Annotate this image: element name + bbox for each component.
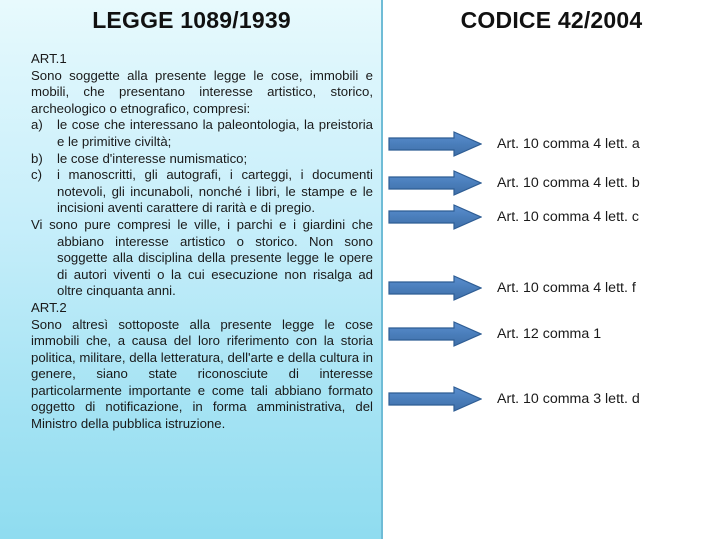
right-arrow-icon <box>388 275 482 301</box>
law-list-text: le cose d'interesse numismatico; <box>57 150 248 166</box>
right-arrow-icon <box>388 321 482 347</box>
law-paragraph: Vi sono pure compresi le ville, i parchi e i giardini che abbiano interesse artistico o storico. Non sono soggette alla disciplina della presente legge le opere di autori viventi o la cui esecuzione non risalga ad oltre cinquanta anni. <box>31 216 373 299</box>
mapping-label: Art. 10 comma 4 lett. c <box>497 209 639 225</box>
law-list-item <box>31 167 373 217</box>
mapping-label: Art. 12 comma 1 <box>497 326 602 342</box>
mapping-row <box>388 131 718 157</box>
mapping-row <box>388 321 718 347</box>
law-paragraph: Sono altresì sottoposte alla presente legge le cose immobili che, a causa del loro riferimento con la storia politica, militare, della letteratura, dell'arte e della cultura in genere, siano state riconosciute di interesse particolarmente importante e come tali abbiano formato oggetto di notificazione, in forma amministrativa, del Ministro della pubblica istruzione. <box>31 316 373 432</box>
mapping-label: Art. 10 comma 3 lett. d <box>497 391 640 407</box>
mapping-label: Art. 10 comma 4 lett. a <box>497 136 640 152</box>
left-panel-body <box>31 51 373 433</box>
right-arrow-icon <box>388 386 482 412</box>
mapping-row <box>388 275 718 301</box>
law-article-heading: ART.2 <box>31 299 67 315</box>
left-panel-title: LEGGE 1089/1939 <box>92 7 291 33</box>
mapping-row <box>388 386 718 412</box>
law-list-text: i manoscritti, gli autografi, i carteggi, i documenti notevoli, gli incunaboli, nonché i libri, le stampe e le incisioni aventi carattere di rarità e di pregio. <box>57 167 373 216</box>
mapping-label: Art. 10 comma 4 lett. b <box>497 175 640 191</box>
law-list-marker: a) <box>31 117 43 133</box>
right-arrow-icon <box>388 204 482 230</box>
mapping-row <box>388 204 718 230</box>
mapping-label: Art. 10 comma 4 lett. f <box>497 280 636 296</box>
right-arrow-icon <box>388 131 482 157</box>
law-list-item <box>31 117 373 150</box>
law-list-text: le cose che interessano la paleontologia, la preistoria e le primitive civiltà; <box>57 117 373 149</box>
law-list-marker: c) <box>31 167 42 183</box>
law-article-heading: ART.1 <box>31 51 67 66</box>
right-panel-title: CODICE 42/2004 <box>460 7 643 33</box>
right-arrow-icon <box>388 170 482 196</box>
mapping-row <box>388 170 718 196</box>
law-list-marker: b) <box>31 150 43 166</box>
law-paragraph: Sono soggette alla presente legge le cose, immobili e mobili, che presentano interesse artistico, storico, archeologico o etnografico, compresi: <box>31 67 373 116</box>
law-list-item <box>31 151 373 168</box>
